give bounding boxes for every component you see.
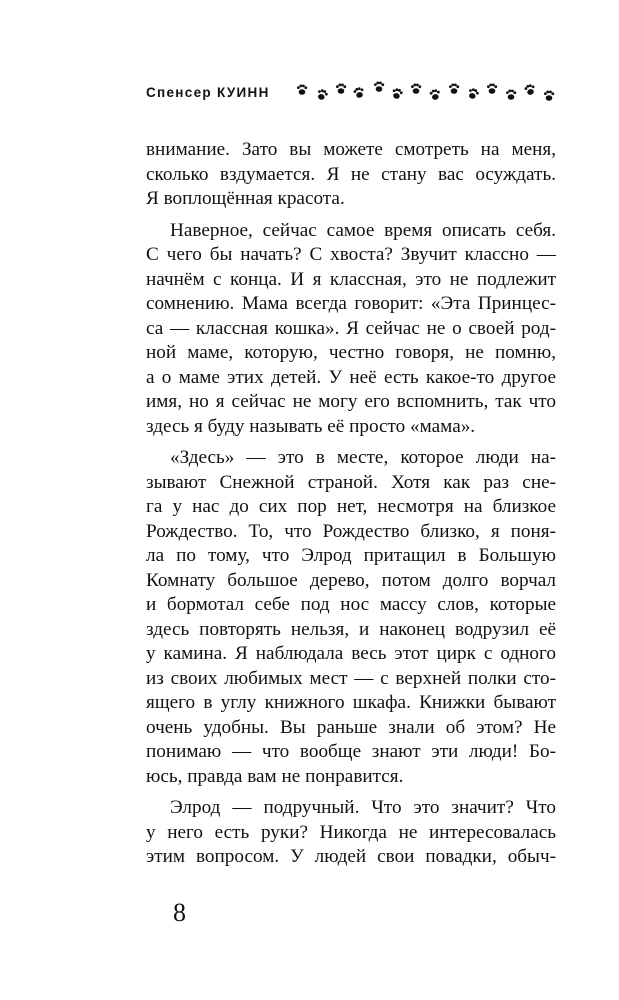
- paw-print-icon: [297, 85, 307, 95]
- text-line: этим вопросом. У людей свои повадки, обыч-: [146, 846, 556, 867]
- text-line: здесь я буду называть её просто «мама».: [146, 415, 476, 437]
- text-line: здесь повторять нельзя, и наконец водрузил её: [146, 618, 556, 640]
- text-line: ящего в углу книжного шкафа. Книжки бывают: [146, 692, 556, 713]
- paw-print-icon: [391, 87, 404, 100]
- text-line: сколько вздумается. Я не стану вас осуждать.: [146, 163, 556, 185]
- paragraph: [146, 796, 556, 870]
- text-line: и бормотал себе под нос массу слов, которые: [146, 594, 556, 615]
- text-line: са — классная кошка». Я сейчас не о своей род-: [146, 317, 556, 339]
- paw-print-icon: [467, 87, 480, 100]
- text-line: Комнату большое дерево, потом долго ворчал: [146, 569, 556, 591]
- paw-print-icon: [506, 90, 516, 100]
- text-line: у камина. Я наблюдала весь этот цирк с одного: [146, 643, 556, 664]
- paw-print-icon: [336, 84, 346, 94]
- paragraph: [146, 219, 556, 440]
- text-line: Рождество. То, что Рождество близко, я поня-: [146, 520, 556, 542]
- text-line: а о маме этих детей. У неё есть какое-то другое: [146, 366, 556, 388]
- page-number: 8: [173, 898, 186, 927]
- text-line: ной маме, которую, честно говоря, не помню,: [146, 342, 556, 363]
- text-line: имя, но я сейчас не могу его вспомнить, так что: [146, 391, 556, 412]
- paw-print-icon: [429, 89, 441, 101]
- paw-print-icon: [449, 84, 459, 94]
- text-line: из своих любимых мест — с верхней полки сто-: [146, 667, 556, 689]
- author-name: Спенсер КУИНН: [146, 84, 270, 100]
- text-line: понимаю — что вообще знают эти люди! Бо-: [146, 741, 556, 762]
- text-line: сомнению. Мама всегда говорит: «Эта Принцес-: [146, 293, 556, 314]
- text-line: юсь, правда вам не понравится.: [146, 765, 404, 787]
- text-line: га у нас до сих пор нет, несмотря на близкое: [146, 496, 556, 517]
- text-line: Наверное, сейчас самое время описать себя.: [170, 219, 556, 241]
- paw-print-icon: [353, 86, 366, 99]
- paw-print-icon: [487, 84, 497, 94]
- text-line: у него есть руки? Никогда не интересовалась: [146, 821, 556, 843]
- text-line: очень удобны. Вы раньше знали об этом? Не: [146, 716, 556, 738]
- text-line: Я воплощённая красота.: [146, 188, 345, 209]
- text-line: Элрод — подручный. Что это значит? Что: [170, 797, 556, 818]
- paw-print-icon: [316, 88, 329, 101]
- text-line: «Здесь» — это в месте, которое люди на-: [170, 447, 556, 468]
- running-head: [146, 80, 270, 104]
- paw-print-icon: [524, 83, 537, 96]
- text-line: зывают Снежной страной. Хотя как раз сне-: [146, 471, 556, 493]
- text-line: начнём с конца. И я классная, это не подлежит: [146, 268, 556, 290]
- text-line: внимание. Зато вы можете смотреть на меня,: [146, 139, 556, 160]
- body-text: [146, 138, 556, 870]
- paw-print-icon: [374, 82, 384, 92]
- paw-print-icon: [544, 91, 554, 101]
- text-line: С чего бы начать? С хвоста? Звучит классно —: [146, 244, 556, 265]
- paragraph: [146, 446, 556, 789]
- paw-print-icon: [411, 84, 421, 94]
- paragraph: [146, 138, 556, 212]
- paw-prints-ornament: [292, 80, 562, 112]
- text-line: ла по тому, что Элрод притащил в Большую: [146, 545, 556, 566]
